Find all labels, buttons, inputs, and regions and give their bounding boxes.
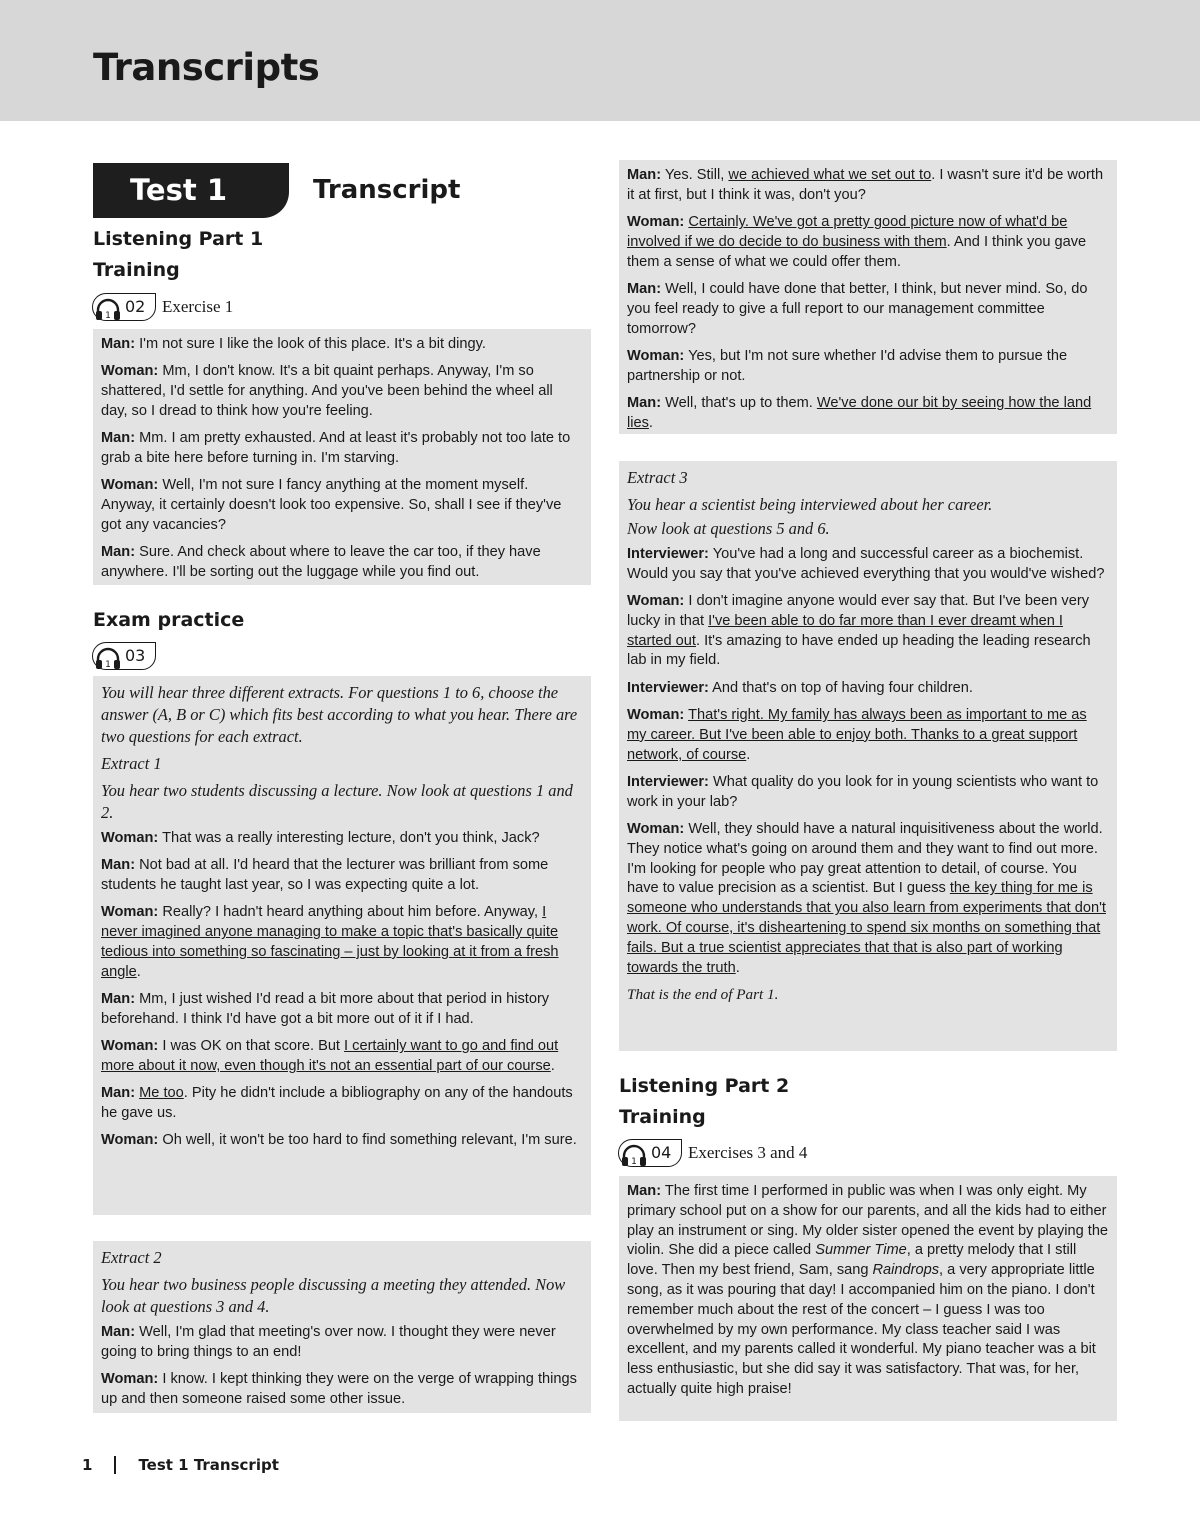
dialogue-line [627, 820, 1109, 978]
extract2-dialogue [101, 1323, 583, 1410]
speaker-label: Woman: [627, 593, 685, 610]
extract1-dialogue [101, 829, 583, 1151]
dialogue-line [627, 280, 1109, 339]
key-phrase: That's right. My family has always been as important to me as my career. But I've been able to enjoy both. Thanks to a great support network, of course [627, 707, 1087, 763]
speaker-label: Man: [627, 1183, 662, 1199]
dialogue-text: . [735, 959, 740, 976]
dialogue-text: . [550, 1057, 555, 1074]
speaker-label: Woman: [101, 1132, 159, 1149]
dialogue-text: I know. I kept thinking they were on the verge of wrapping things up and then someone raised some other issue. [101, 1371, 577, 1407]
dialogue-line [101, 1370, 583, 1410]
page-title: Transcripts [93, 46, 320, 89]
dialogue-text: . It's amazing to have ended up heading the leading research lab in my field. [627, 632, 1091, 669]
key-phrase: I certainly want to go and find out more about it now, even though it's not an essential part of our course [101, 1038, 559, 1074]
exercise1-box [93, 329, 591, 585]
exam-practice-heading: Exam practice [93, 609, 245, 631]
audio-track-04[interactable] [618, 1139, 807, 1167]
disc-number: 1 [105, 660, 111, 670]
track-number: 03 [125, 646, 146, 665]
dialogue-line [101, 335, 583, 355]
dialogue-text: Yes, but I'm not sure whether I'd advise them to pursue the partnership or not. [627, 347, 1068, 384]
test-tab: Test 1 [93, 163, 289, 218]
dialogue-line [101, 429, 583, 469]
extract3-box [619, 461, 1117, 1051]
speaker-label: Man: [627, 167, 662, 183]
dialogue-line [101, 990, 583, 1030]
extract2-description: You hear two business people discussing a meeting they attended. Now look at questions 3 and 4. [101, 1275, 566, 1316]
dialogue-text: , a very appropriate little song, as it was pouring that day! I accompanied him on the piano. I don't remember much about the rest of the concert – I guess I was too overwhelmed by my own performance. My class teacher said I was excellent, and my parents called it wonderful. My piano teacher was a bit less enthusiastic, but she did say it was satisfactory. That was, for her, actually quite high praise! [627, 1262, 1096, 1397]
speaker-label: Woman: [627, 214, 685, 231]
key-phrase: Me too [139, 1085, 184, 1102]
dialogue-text: What quality do you look for in young scientists who want to work in your lab? [627, 773, 1099, 810]
dialogue-text: Well, I'm glad that meeting's over now. I thought they were never going to bring things to an end! [101, 1324, 556, 1360]
speaker-label: Man: [101, 1324, 136, 1340]
dialogue-line [627, 679, 1109, 699]
dialogue-line [101, 362, 583, 421]
key-phrase: We've done our bit by seeing how the land lies [627, 394, 1092, 431]
dialogue-text: I was OK on that score. But [158, 1038, 345, 1055]
speaker-label: Man: [101, 857, 136, 874]
dialogue-text: I'm not sure I like the look of this place. It's a bit dingy. [135, 336, 486, 352]
audio-track-03[interactable] [92, 642, 156, 670]
speaker-label: Man: [101, 430, 136, 447]
track-number: 02 [125, 297, 146, 316]
extract3-title: Extract 3 [627, 468, 688, 487]
extract3-questions: Now look at questions 5 and 6. [627, 519, 830, 538]
disc-number: 1 [105, 311, 111, 321]
extract1-description: You hear two students discussing a lecture. Now look at questions 1 and 2. [101, 781, 573, 822]
dialogue-text: . [746, 746, 751, 763]
key-phrase: I never imagined anyone managing to make a topic that's basically quite tedious into something so fascinating – just by looking at it from a fresh angle [101, 904, 559, 980]
extract2-continued-box [619, 160, 1117, 434]
audio-label: Exercises 3 and 4 [688, 1143, 808, 1162]
dialogue-text: Well, they should have a natural inquisitiveness about the world. They notice what's going on around them and they want to find out more. I'm looking for people who pay great attention to detail, of course. You have to value precision as a scientist. But I guess [627, 821, 1103, 897]
dialogue-text: . And I think you gave them a sense of what we could offer them. [627, 233, 1087, 270]
dialogue-text: Mm, I don't know. It's a bit quaint perhaps. Anyway, I'm so shattered, I'd settle for anything. And you've been behind the wheel all day, so I dread to think how you're feeling. [101, 363, 553, 419]
speaker-label: Man: [101, 1085, 136, 1102]
dialogue-line [627, 706, 1109, 765]
speaker-label: Man: [627, 280, 662, 297]
speaker-label: Man: [101, 544, 136, 561]
dialogue-text: Yes. Still, [661, 167, 729, 183]
dialogue-text: You've had a long and successful career as a biochemist. Would you say that you've achieved everything that you would've wished? [627, 546, 1105, 582]
speaker-label: Woman: [101, 830, 159, 846]
dialogue-text: Really? I hadn't heard anything about him before. Anyway, [158, 904, 543, 921]
dialogue-text: I don't imagine anyone would ever say that. But I've been very lucky in that [627, 593, 1090, 629]
dialogue-text: That was a really interesting lecture, don't you think, Jack? [158, 830, 540, 846]
header-band [0, 0, 1200, 121]
speaker-label: Woman: [627, 821, 685, 838]
dialogue-line [101, 543, 583, 583]
song-title: Raindrops [872, 1262, 940, 1279]
speaker-label: Interviewer: [627, 773, 709, 790]
dialogue-text: . [136, 963, 141, 980]
transcript-title: Transcript [313, 175, 461, 205]
dialogue-text: , a pretty melody that I still love. Then my best friend, Sam, sang [627, 1242, 1077, 1279]
dialogue-line [101, 856, 583, 896]
speaker-label: Man: [101, 336, 136, 352]
page-number: 1 [82, 1456, 93, 1474]
key-phrase: Certainly. We've got a pretty good picture now of what'd be involved if we do decide to do business with them [627, 214, 1068, 250]
speaker-label: Woman: [101, 904, 159, 921]
footer-divider [114, 1456, 116, 1474]
disc-number: 1 [631, 1157, 637, 1167]
speaker-label: Woman: [101, 1371, 159, 1388]
key-phrase: I've been able to do far more than I ever dreamt when I started out [627, 612, 1063, 649]
extract1-box [93, 676, 591, 1215]
track-number: 04 [651, 1143, 672, 1162]
speaker-label: Interviewer: [627, 679, 709, 696]
extract2-continued-dialogue [627, 166, 1109, 434]
footer-label: Test 1 Transcript [138, 1456, 279, 1474]
song-title: Summer Time [815, 1242, 907, 1259]
dialogue-line [627, 166, 1109, 206]
dialogue-line [627, 394, 1109, 434]
dialogue-line [627, 545, 1109, 585]
extract3-dialogue [627, 545, 1109, 978]
key-phrase: we achieved what we set out to [728, 167, 932, 183]
page-footer [82, 1456, 279, 1474]
dialogue-line [101, 476, 583, 535]
dialogue-text: The first time I performed in public was when I was only eight. My primary school put on a show for our parents, and all the kids had to either play an instrument or sing. My older sister opened the event by playing the violin. She did a piece called [627, 1183, 1109, 1259]
extract1-title: Extract 1 [101, 754, 162, 773]
training-heading: Training [93, 259, 180, 281]
speaker-label: Woman: [101, 1038, 159, 1055]
dialogue-line [101, 1084, 583, 1124]
dialogue-text: Oh well, it won't be too hard to find something relevant, I'm sure. [158, 1132, 577, 1149]
part2-monologue [627, 1182, 1109, 1400]
dialogue-line [627, 773, 1109, 813]
dialogue-text: . I wasn't sure it'd be worth it at first, but I think it was, don't you? [627, 167, 1104, 203]
exercise1-dialogue [101, 335, 583, 583]
headphones-icon [92, 293, 156, 321]
dialogue-text: Mm. I am pretty exhausted. And at least it's probably not too late to grab a bite here before turning in. I'm starving. [101, 430, 571, 466]
headphones-icon [92, 642, 156, 670]
dialogue-line [101, 1037, 583, 1077]
speaker-label: Woman: [101, 363, 159, 380]
speaker-label: Man: [627, 394, 662, 411]
dialogue-text: Sure. And check about where to leave the car too, if they have anywhere. I'll be sorting out the luggage while you find out. [101, 544, 541, 580]
audio-track-02[interactable] [92, 293, 233, 321]
headphones-icon [618, 1139, 682, 1167]
speaker-label: Woman: [101, 477, 159, 494]
speaker-label: Man: [101, 991, 136, 1008]
dialogue-line [101, 1323, 583, 1363]
training2-heading: Training [619, 1106, 706, 1128]
dialogue-text: Not bad at all. I'd heard that the lecturer was brilliant from some students he taught last year, so I was expecting quite a lot. [101, 857, 549, 894]
exam-instructions: You will hear three different extracts. For questions 1 to 6, choose the answer (A, B or C) which fits best according to what you hear. There are two questions for each extract. [101, 683, 578, 746]
dialogue-text: And that's on top of having four children. [708, 679, 973, 696]
dialogue-text: . [648, 414, 653, 431]
extract2-title: Extract 2 [101, 1248, 162, 1267]
dialogue-text: Well, I could have done that better, I think, but never mind. So, do you feel ready to give a full report to our management committee tomorrow? [627, 280, 1088, 337]
dialogue-line [627, 592, 1109, 671]
speaker-label: Woman: [627, 707, 685, 724]
dialogue-line [101, 1131, 583, 1151]
dialogue-text: Mm, I just wished I'd read a bit more about that period in history beforehand. I think I'd have got a bit more out of it if I had. [101, 991, 550, 1027]
dialogue-line [627, 213, 1109, 272]
end-of-part1: That is the end of Part 1. [627, 986, 779, 1004]
speaker-label: Woman: [627, 347, 685, 364]
key-phrase: the key thing for me is someone who understands that you also learn from experiments that don't work. Of course, it's disheartening to spend six months on something that fails. But a true scientist appreciates that that is also part of working towards the truth [627, 880, 1106, 976]
dialogue-line [101, 903, 583, 982]
dialogue-line [627, 1182, 1109, 1400]
dialogue-text: Well, I'm not sure I fancy anything at the moment myself. Anyway, it certainly doesn't look too expensive. So, shall I see if they've got any vacancies? [101, 477, 562, 533]
dialogue-line [101, 829, 583, 849]
audio-label: Exercise 1 [162, 297, 234, 316]
dialogue-line [627, 347, 1109, 387]
part2-heading: Listening Part 2 [619, 1075, 790, 1097]
part2-box [619, 1176, 1117, 1421]
dialogue-text: . Pity he didn't include a bibliography on any of the handouts he gave us. [101, 1085, 573, 1122]
part1-heading: Listening Part 1 [93, 228, 264, 250]
dialogue-text: Well, that's up to them. [661, 394, 817, 411]
extract3-description: You hear a scientist being interviewed about her career. [627, 495, 993, 514]
extract2-box [93, 1241, 591, 1413]
speaker-label: Interviewer: [627, 546, 709, 562]
